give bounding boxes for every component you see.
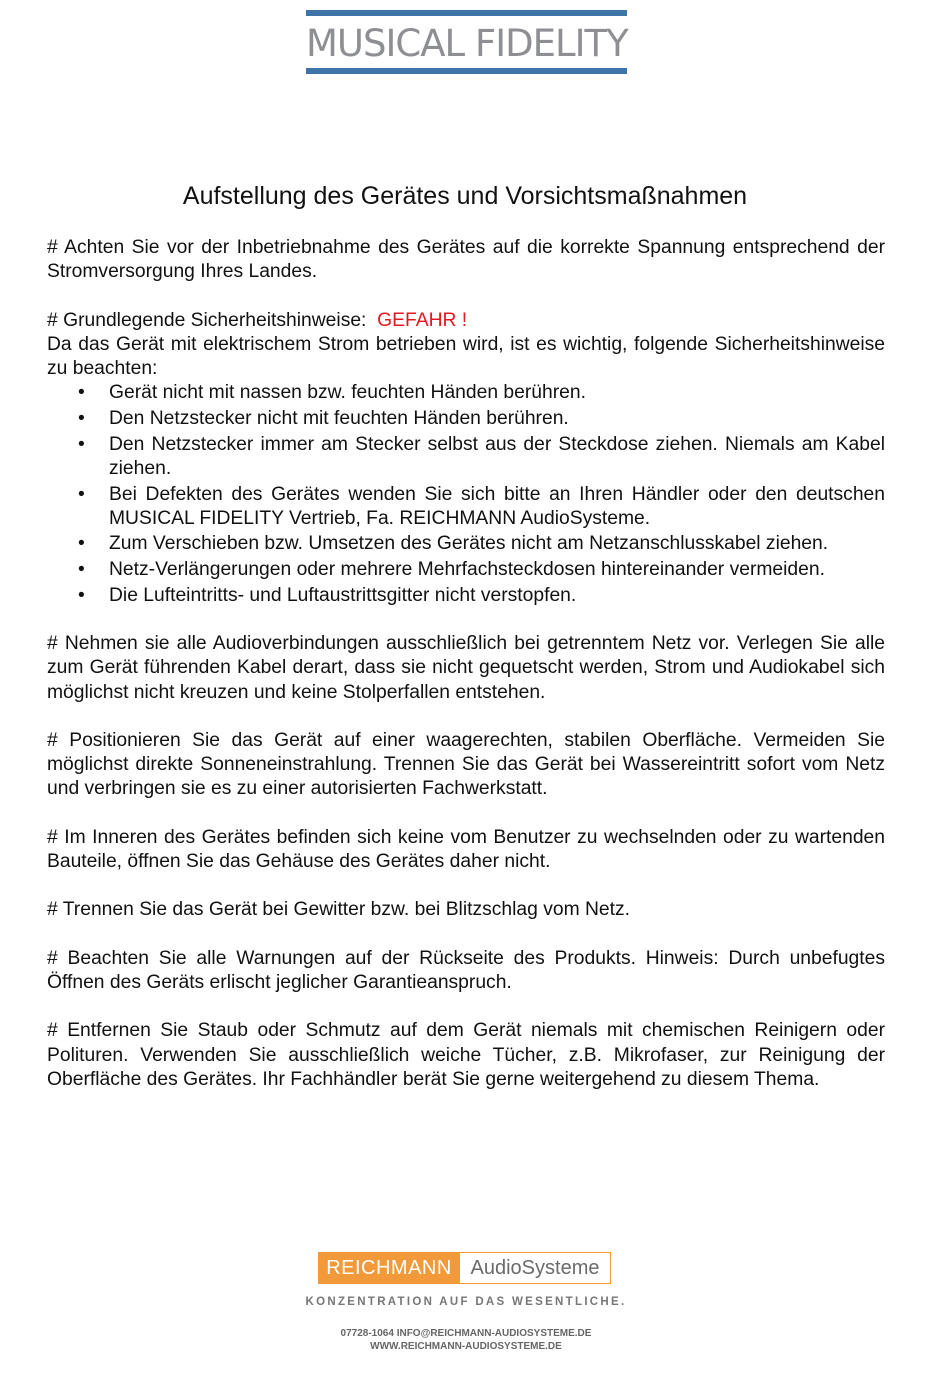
bullet-icon: • [78, 533, 85, 555]
list-item-text: Den Netzstecker immer am Stecker selbst aus der Steckdose ziehen. Niemals am Kabel ziehen. [109, 433, 885, 479]
logo-bottom-bar [306, 68, 627, 74]
bullet-icon: • [78, 382, 85, 404]
document-body [47, 236, 885, 1116]
list-item [47, 558, 885, 582]
bullet-icon: • [78, 584, 85, 606]
danger-warning: GEFAHR ! [377, 309, 468, 331]
bullet-icon: • [78, 407, 85, 429]
footer-contact [290, 1327, 642, 1353]
page-title: Aufstellung des Gerätes und Vorsichtsmaßnahmen [182, 182, 748, 210]
list-item-text: Gerät nicht mit nassen bzw. feuchten Händen berühren. [109, 382, 586, 404]
paragraph-thunderstorm: # Trennen Sie das Gerät bei Gewitter bzw. bei Blitzschlag vom Netz. [47, 899, 630, 921]
list-item [47, 584, 885, 608]
paragraph-warnings: # Beachten Sie alle Warnungen auf der Rückseite des Produkts. Hinweis: Durch unbefugtes Öffnen des Geräts erlischt jeglicher Garantieanspruch. [47, 947, 885, 993]
list-item-text: Den Netzstecker nicht mit feuchten Händen berühren. [109, 407, 569, 429]
bullet-icon: • [78, 483, 85, 505]
logo-wordmark: MUSICAL FIDELITY [306, 22, 628, 65]
safety-intro: Da das Gerät mit elektrischem Strom betrieben wird, ist es wichtig, folgende Sicherheitshinweise zu beachten: [47, 333, 885, 379]
list-item [47, 381, 885, 405]
musical-fidelity-logo [306, 10, 627, 76]
paragraph-voltage: # Achten Sie vor der Inbetriebnahme des Gerätes auf die korrekte Spannung entsprechend der Stromversorgung Ihres Landes. [47, 237, 885, 283]
list-item [47, 532, 885, 556]
paragraph-cleaning: # Entfernen Sie Staub oder Schmutz auf dem Gerät niemals mit chemischen Reinigern oder Polituren. Verwenden Sie ausschließlich weiche Tücher, z.B. Mikrofaser, zur Reinigung der Oberfläche des Gerätes. Ihr Fachhändler berät Sie gerne weitergehend zu diesem Thema. [47, 1020, 885, 1090]
paragraph-audio-connections: # Nehmen sie alle Audioverbindungen ausschließlich bei getrenntem Netz vor. Verlegen Sie alle zum Gerät führenden Kabel derart, dass sie nicht gequetscht werden, Strom und Audiokabel sich möglichst nicht kreuzen und keine Stolperfallen entstehen. [47, 633, 885, 703]
list-item-text: Zum Verschieben bzw. Umsetzen des Gerätes nicht am Netzanschlusskabel ziehen. [109, 533, 829, 555]
safety-list [47, 381, 885, 608]
list-item-text: Bei Defekten des Gerätes wenden Sie sich bitte an Ihren Händler oder den deutschen MUSICAL FIDELITY Vertrieb, Fa. REICHMANN AudioSysteme. [109, 483, 885, 529]
paragraph-positioning: # Positionieren Sie das Gerät auf einer waagerechten, stabilen Oberfläche. Vermeiden Sie möglichst direkte Sonneneinstrahlung. Trennen Sie das Gerät bei Wassereintritt sofort vom Netz und verbringen sie es zu einer autorisierten Fachwerkstatt. [47, 730, 885, 800]
safety-heading-label: # Grundlegende Sicherheitshinweise: [47, 309, 367, 331]
bullet-icon: • [78, 433, 85, 455]
list-item-text: Netz-Verlängerungen oder mehrere Mehrfachsteckdosen hintereinander vermeiden. [109, 559, 825, 581]
footer-contact-phone-email: 07728-1064 INFO@REICHMANN-AUDIOSYSTEME.DE [340, 1328, 592, 1339]
reichmann-logo-left: REICHMANN [318, 1252, 460, 1284]
list-item [47, 483, 885, 531]
list-item-text: Die Lufteintritts- und Luftaustrittsgitter nicht verstopfen. [109, 584, 577, 606]
footer-tagline: KONZENTRATION AUF DAS WESENTLICHE. [305, 1296, 627, 1308]
paragraph-no-user-parts: # Im Inneren des Gerätes befinden sich keine vom Benutzer zu wechselnden oder zu wartenden Bauteile, öffnen Sie das Gehäuse des Gerätes daher nicht. [47, 826, 885, 873]
safety-heading [47, 309, 885, 333]
logo-top-bar [306, 10, 627, 16]
reichmann-logo-right: AudioSysteme [460, 1252, 611, 1284]
footer-contact-website: WWW.REICHMANN-AUDIOSYSTEME.DE [370, 1341, 562, 1352]
list-item [47, 407, 885, 431]
bullet-icon: • [78, 559, 85, 581]
list-item [47, 433, 885, 481]
reichmann-logo [318, 1252, 614, 1284]
